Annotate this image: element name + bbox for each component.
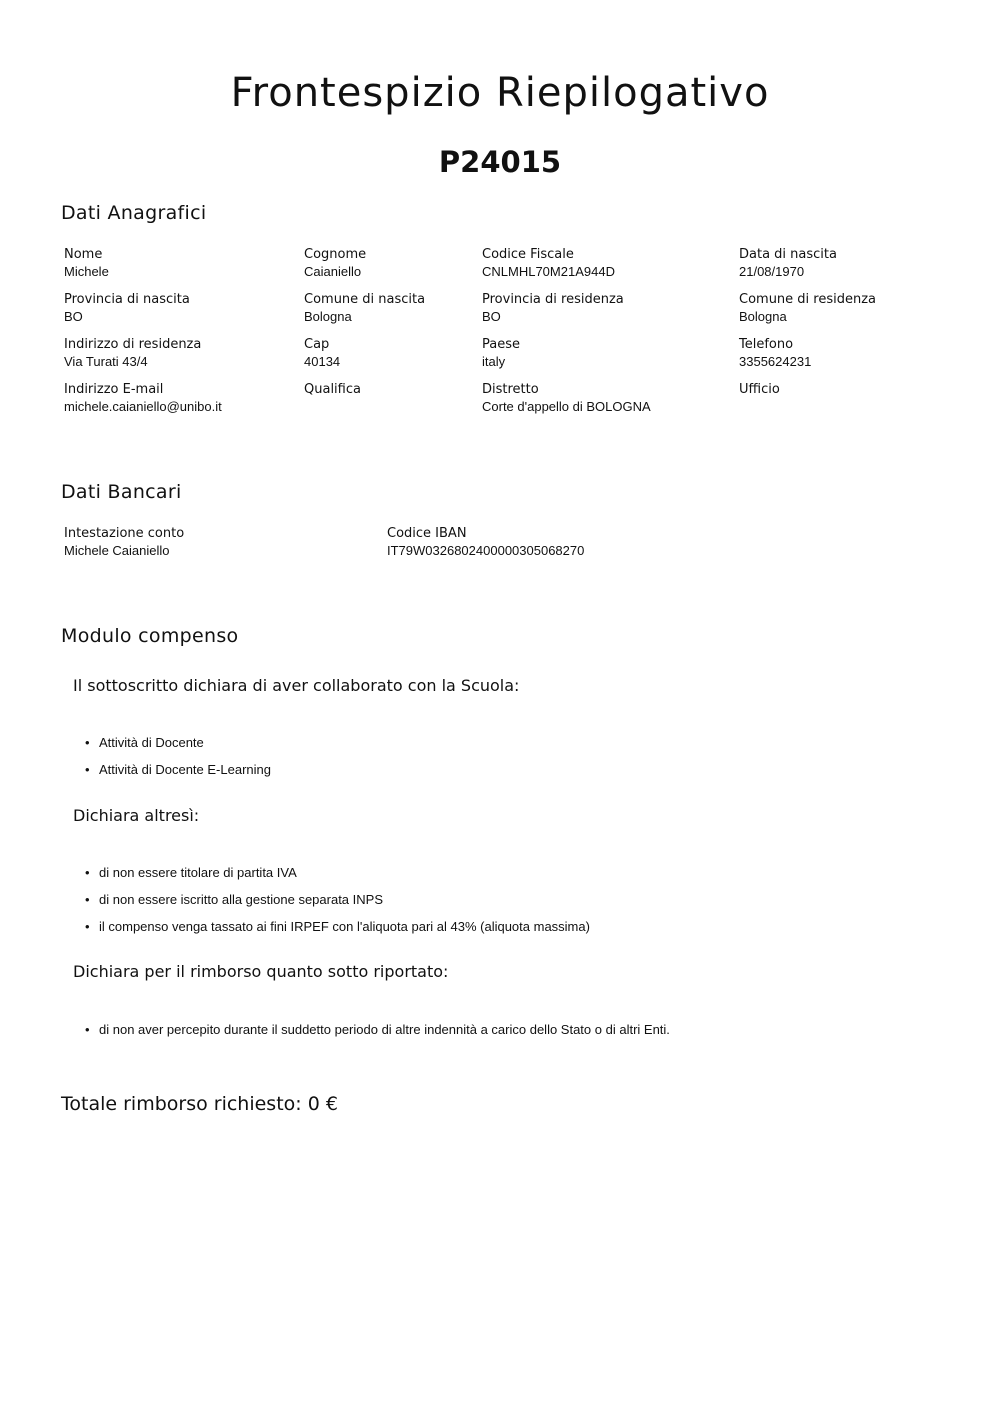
field-ufficio bbox=[739, 381, 780, 398]
field-value: Bologna bbox=[739, 309, 787, 324]
bullet-icon: • bbox=[85, 735, 90, 750]
field-telefono bbox=[739, 336, 811, 370]
field-distretto bbox=[482, 381, 651, 415]
list-item-text: Attività di Docente E-Learning bbox=[99, 762, 271, 777]
field-value: Caianiello bbox=[304, 264, 362, 279]
field-value: IT79W0326802400000305068270 bbox=[387, 543, 585, 558]
field-label: Comune di residenza bbox=[739, 292, 877, 307]
list-item-text: di non essere titolare di partita IVA bbox=[99, 865, 297, 880]
section-heading-bancari: Dati Bancari bbox=[61, 481, 182, 503]
field-cognome bbox=[304, 246, 366, 280]
list-item-text: di non essere iscritto alla gestione separata INPS bbox=[99, 892, 383, 907]
field-value: Via Turati 43/4 bbox=[64, 354, 148, 369]
bullet-icon: • bbox=[85, 892, 90, 907]
field-value: italy bbox=[482, 354, 506, 369]
field-label: Indirizzo E-mail bbox=[64, 382, 164, 397]
field-label: Paese bbox=[482, 337, 520, 352]
field-codice-iban bbox=[387, 525, 584, 559]
field-value: Bologna bbox=[304, 309, 352, 324]
total-reimbursement: Totale rimborso richiesto: 0 € bbox=[61, 1093, 338, 1115]
list-item-text: Attività di Docente bbox=[99, 735, 204, 750]
list-item bbox=[85, 1021, 670, 1048]
rimborso-list bbox=[85, 1021, 670, 1048]
field-nome bbox=[64, 246, 109, 280]
field-label: Ufficio bbox=[739, 382, 780, 397]
list-item bbox=[85, 734, 271, 761]
field-data-di-nascita bbox=[739, 246, 837, 280]
field-label: Codice IBAN bbox=[387, 526, 467, 541]
field-value: 40134 bbox=[304, 354, 341, 369]
field-value: Corte d'appello di BOLOGNA bbox=[482, 399, 651, 414]
list-item bbox=[85, 761, 271, 788]
bullet-icon: • bbox=[85, 865, 90, 880]
collab-heading: Il sottoscritto dichiara di aver collaborato con la Scuola: bbox=[73, 676, 520, 695]
field-label: Intestazione conto bbox=[64, 526, 185, 541]
bullet-icon: • bbox=[85, 919, 90, 934]
field-value: michele.caianiello@unibo.it bbox=[64, 399, 222, 414]
field-provincia-di-residenza bbox=[482, 291, 624, 325]
altresi-list bbox=[85, 864, 590, 945]
field-label: Comune di nascita bbox=[304, 292, 426, 307]
field-comune-di-residenza bbox=[739, 291, 876, 325]
field-label: Cognome bbox=[304, 247, 367, 262]
section-heading-anagrafica: Dati Anagrafici bbox=[61, 202, 207, 224]
list-item-text: il compenso venga tassato ai fini IRPEF con l'aliquota pari al 43% (aliquota massima) bbox=[99, 919, 590, 934]
field-label: Nome bbox=[64, 247, 103, 262]
altresi-heading: Dichiara altresì: bbox=[73, 806, 200, 825]
collab-list bbox=[85, 734, 271, 788]
bullet-icon: • bbox=[85, 762, 90, 777]
field-provincia-di-nascita bbox=[64, 291, 190, 325]
page-title: Frontespizio Riepilogativo bbox=[230, 70, 770, 116]
practice-code: P24015 bbox=[438, 145, 562, 179]
field-value: CNLMHL70M21A944D bbox=[482, 264, 615, 279]
field-codice-fiscale bbox=[482, 246, 615, 280]
field-value: Michele Caianiello bbox=[64, 543, 170, 558]
field-label: Indirizzo di residenza bbox=[64, 337, 202, 352]
field-indirizzo-email bbox=[64, 381, 222, 415]
field-label: Provincia di nascita bbox=[64, 292, 190, 307]
field-cap bbox=[304, 336, 340, 370]
rimborso-heading: Dichiara per il rimborso quanto sotto riportato: bbox=[73, 962, 449, 981]
section-heading-compenso: Modulo compenso bbox=[61, 625, 239, 647]
field-label: Data di nascita bbox=[739, 247, 837, 262]
bullet-icon: • bbox=[85, 1022, 90, 1037]
field-intestazione-conto bbox=[64, 525, 184, 559]
list-item bbox=[85, 864, 590, 891]
field-value: BO bbox=[64, 309, 83, 324]
field-label: Distretto bbox=[482, 382, 539, 397]
field-label: Telefono bbox=[739, 337, 794, 352]
field-indirizzo-di-residenza bbox=[64, 336, 201, 370]
field-value: 21/08/1970 bbox=[739, 264, 805, 279]
list-item bbox=[85, 918, 590, 945]
field-value: Michele bbox=[64, 264, 109, 279]
field-label: Provincia di residenza bbox=[482, 292, 624, 307]
field-label: Qualifica bbox=[304, 382, 361, 397]
field-label: Codice Fiscale bbox=[482, 247, 574, 262]
list-item-text: di non aver percepito durante il suddetto periodo di altre indennità a carico dello Stato o di altri Enti. bbox=[99, 1022, 670, 1037]
field-comune-di-nascita bbox=[304, 291, 425, 325]
list-item bbox=[85, 891, 590, 918]
field-paese bbox=[482, 336, 520, 370]
field-label: Cap bbox=[304, 337, 330, 352]
field-value: 3355624231 bbox=[739, 354, 812, 369]
field-qualifica bbox=[304, 381, 361, 398]
field-value: BO bbox=[482, 309, 501, 324]
